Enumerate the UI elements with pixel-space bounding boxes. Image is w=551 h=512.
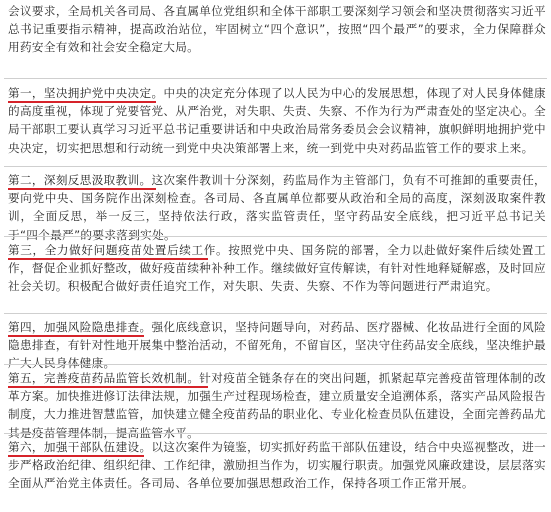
section-body-3: 按照党中央、国务院的部署，全力以赴做好案件后续处置工作，督促企业抓好整改，做好疫苗续种补种工作。继续做好宣传解读，有针对性地释疑解惑，及时回应社会关切。积极配合做好责任追究工作，对失职、失责、失察、不作为等问题进行严肃追究。 xyxy=(8,243,546,294)
section-body-2: 这次案件教训十分深刻，药监局作为主管部门，负有不可推卸的重要责任，要向党中央、国务院作出深刻检查。各司局、各直属单位都要从政治和全局的高度，深刻汲取案件教训，全面反思，举一反三，坚持依法行政，落实监管责任，坚守药品安全底线，把习近平总书记关于“四个最严”的要求落到实处。 xyxy=(8,173,546,242)
heading-underline-2 xyxy=(8,188,156,190)
section-body-1: 中央的决定充分体现了以人民为中心的发展思想，体现了对人民身体健康的高度重视，体现了党要管党、从严治党，对失职、失责、失察、不作为行为严肃查处的坚定决心。全局干部职工要认真学习习近平总书记重要讲话和中央政治局常务委员会会议精神，旗帜鲜明地拥护党中央决定，切实把思想和行动统一到党中央决策部署上来，统一到党中央对药品监管工作的要求上来。 xyxy=(8,86,547,155)
heading-underline-5 xyxy=(8,386,208,388)
section-paragraph-1 xyxy=(8,84,546,157)
section-heading-2: 第二，深刻反思汲取教训。 xyxy=(8,173,152,187)
heading-underline-6 xyxy=(8,455,144,457)
separator xyxy=(4,236,547,237)
separator xyxy=(4,433,547,434)
section-paragraph-6 xyxy=(8,438,546,493)
section-heading-3: 第三，全力做好问题疫苗处置后续工作。 xyxy=(8,243,229,257)
intro-text: 会议要求，全局机关各司局、各直属单位党组织和全体干部职工要深刻学习领会和坚决贯彻落实习近平总书记重要指示精神，提高政治站位，牢固树立“四个意识”，按照“四个最严”的要求，全力保障群众用药安全有效和社会安全稳定大局。 xyxy=(8,4,546,55)
heading-underline-4 xyxy=(8,335,144,337)
section-body-5: 针对疫苗全链条存在的突出问题，抓紧起草完善疫苗管理体制的改革方案。加快推进修订法律法规，加强生产过程现场检查，建立质量安全追溯体系，落实产品风险报告制度，大力推进智慧监管，加快建立健全疫苗药品的职业化、专业化检查员队伍建设，全面完善药品尤其是疫苗管理体制，提高监管水平。 xyxy=(8,371,546,440)
section-heading-4: 第四，加强风险隐患排查。 xyxy=(8,320,152,334)
separator xyxy=(4,78,547,79)
section-heading-1: 第一，坚决拥护党中央决定。 xyxy=(8,86,164,100)
separator xyxy=(4,364,547,365)
heading-underline-1 xyxy=(8,101,156,103)
section-body-6: 以这次案件为镜鉴，切实抓好药监干部队伍建设，结合中央巡视整改，进一步严格政治纪律、组织纪律、工作纪律，激励担当作为，切实履行职责。加强党风廉政建设，层层落实全面从严治党主体责任。各司局、各单位要加强思想政治工作，保持各项工作正常开展。 xyxy=(8,440,546,491)
section-paragraph-5 xyxy=(8,369,546,442)
section-paragraph-2 xyxy=(8,171,546,244)
separator xyxy=(4,313,547,314)
separator xyxy=(4,166,547,167)
section-body-4: 强化底线意识，坚持问题导向，对药品、医疗器械、化妆品进行全面的风险隐患排查，有针对性地开展集中整治活动，不留死角，不留盲区，坚决守住药品安全底线，坚决维护最广大人民身体健康。 xyxy=(8,320,546,371)
heading-underline-3 xyxy=(8,258,208,260)
intro-paragraph xyxy=(8,2,546,57)
section-paragraph-3 xyxy=(8,241,546,296)
section-heading-6: 第六，加强干部队伍建设。 xyxy=(8,440,152,454)
section-heading-5: 第五，完善疫苗药品监管长效机制。 xyxy=(8,371,200,385)
